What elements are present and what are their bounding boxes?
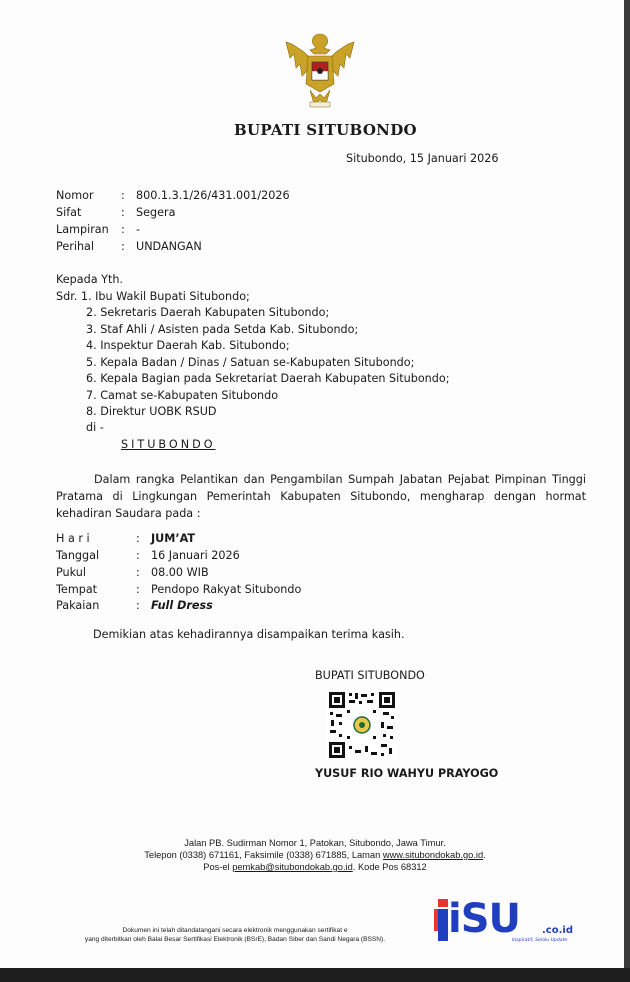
esign-note-line2: yang diterbitkan oleh Balai Besar Sertifikasi Elektronik (BSrE), Badan Siber dan Sandi Negara (BSSN). xyxy=(84,936,386,943)
signature-name: YUSUF RIO WAHYU PRAYOGO xyxy=(315,767,499,780)
recipient-item: 3. Staf Ahli / Asisten pada Setda Kab. Situbondo; xyxy=(86,323,359,336)
recipient-item: 5. Kepala Badan / Dinas / Satuan se-Kabupaten Situbondo; xyxy=(86,356,415,369)
recipient-item: 2. Sekretaris Daerah Kabupaten Situbondo; xyxy=(86,306,330,319)
schedule-label-tempat: Tempat xyxy=(56,583,98,596)
signature-title: BUPATI SITUBONDO xyxy=(315,669,425,682)
meta-value-sifat: Segera xyxy=(136,206,176,219)
meta-label-lampiran: Lampiran xyxy=(56,223,109,236)
footer-address: Jalan PB. Sudirman Nomor 1, Patokan, Situbondo, Jawa Timur. xyxy=(184,838,446,848)
watermark-suffix: .co.id xyxy=(542,925,573,936)
schedule-sep: : xyxy=(136,532,140,545)
schedule-label-hari: H a r i xyxy=(56,532,90,545)
meta-sep: : xyxy=(121,189,125,202)
schedule-sep: : xyxy=(136,549,140,562)
meta-label-nomor: Nomor xyxy=(56,189,94,202)
qr-code-icon xyxy=(327,690,397,760)
footer-email-link[interactable]: pemkab@situbondokab.go.id xyxy=(232,862,353,872)
meta-sep: : xyxy=(121,240,125,253)
meta-value-perihal: UNDANGAN xyxy=(136,240,202,253)
footer-postcode: . Kode Pos 68312 xyxy=(352,862,427,872)
recipient-item: 8. Direktur UOBK RSUD xyxy=(86,405,217,418)
footer-website-link[interactable]: www.situbondokab.go.id xyxy=(382,850,484,860)
meta-sep: : xyxy=(121,223,125,236)
recipients-di: di - xyxy=(86,421,104,434)
recipient-item: 6. Kepala Bagian pada Sekretariat Daerah Kabupaten Situbondo; xyxy=(86,372,450,385)
schedule-sep: : xyxy=(136,599,140,612)
footer-email-prefix: Pos-el xyxy=(203,862,230,872)
schedule-label-pakaian: Pakaian xyxy=(56,599,100,612)
schedule-label-pukul: Pukul xyxy=(56,566,86,579)
footer-contact-line: Telepon (0338) 671161, Faksimile (0338) 671885, Laman www.situbondokab.go.id. xyxy=(144,850,486,860)
schedule-value-pukul: 08.00 WIB xyxy=(151,566,209,579)
recipient-item: Sdr. 1. Ibu Wakil Bupati Situbondo; xyxy=(56,290,250,303)
meta-label-sifat: Sifat xyxy=(56,206,82,219)
schedule-value-tanggal: 16 Januari 2026 xyxy=(151,549,240,562)
place-date: Situbondo, 15 Januari 2026 xyxy=(346,152,499,165)
meta-sep: : xyxy=(121,206,125,219)
recipient-item: 7. Camat se-Kabupaten Situbondo xyxy=(86,389,279,402)
schedule-sep: : xyxy=(136,583,140,596)
schedule-label-tanggal: Tanggal xyxy=(56,549,100,562)
watermark-tagline: Inspiratif, Selalu Update xyxy=(512,938,568,943)
garuda-emblem-icon xyxy=(280,28,360,114)
recipients-city: SITUBONDO xyxy=(121,438,216,451)
scan-bottom-bar xyxy=(0,968,630,982)
recipient-item: 4. Inspektur Daerah Kab. Situbondo; xyxy=(86,339,290,352)
esign-note-line1: Dokumen ini telah ditandatangani secara elektronik menggunakan sertifikat e xyxy=(122,927,348,934)
schedule-value-tempat: Pendopo Rakyat Situbondo xyxy=(151,583,302,596)
schedule-value-pakaian: Full Dress xyxy=(151,599,213,612)
meta-value-nomor: 800.1.3.1/26/431.001/2026 xyxy=(136,189,290,202)
closing-sentence: Demikian atas kehadirannya disampaikan terima kasih. xyxy=(93,628,405,641)
meta-label-perihal: Perihal xyxy=(56,240,94,253)
watermark-brand: iSU xyxy=(448,896,520,942)
meta-value-lampiran: - xyxy=(136,223,141,236)
footer-email-line xyxy=(0,862,630,872)
schedule-sep: : xyxy=(136,566,140,579)
body-paragraph: Dalam rangka Pelantikan dan Pengambilan Sumpah Jabatan Pejabat Pimpinan Tinggi Pratama di Lingkungan Pemerintah Kabupaten Situbondo, mengharap dengan hormat kehadiran Saudara pada : xyxy=(56,473,586,520)
schedule-value-hari: JUM’AT xyxy=(151,532,196,545)
scan-edge xyxy=(624,0,630,968)
letterhead-title: BUPATI SITUBONDO xyxy=(234,121,417,139)
recipients-intro: Kepada Yth. xyxy=(56,273,123,286)
isu-watermark-logo xyxy=(434,895,584,947)
footer-phone: Telepon (0338) 671161, Faksimile (0338) 671885, Laman xyxy=(144,850,381,860)
